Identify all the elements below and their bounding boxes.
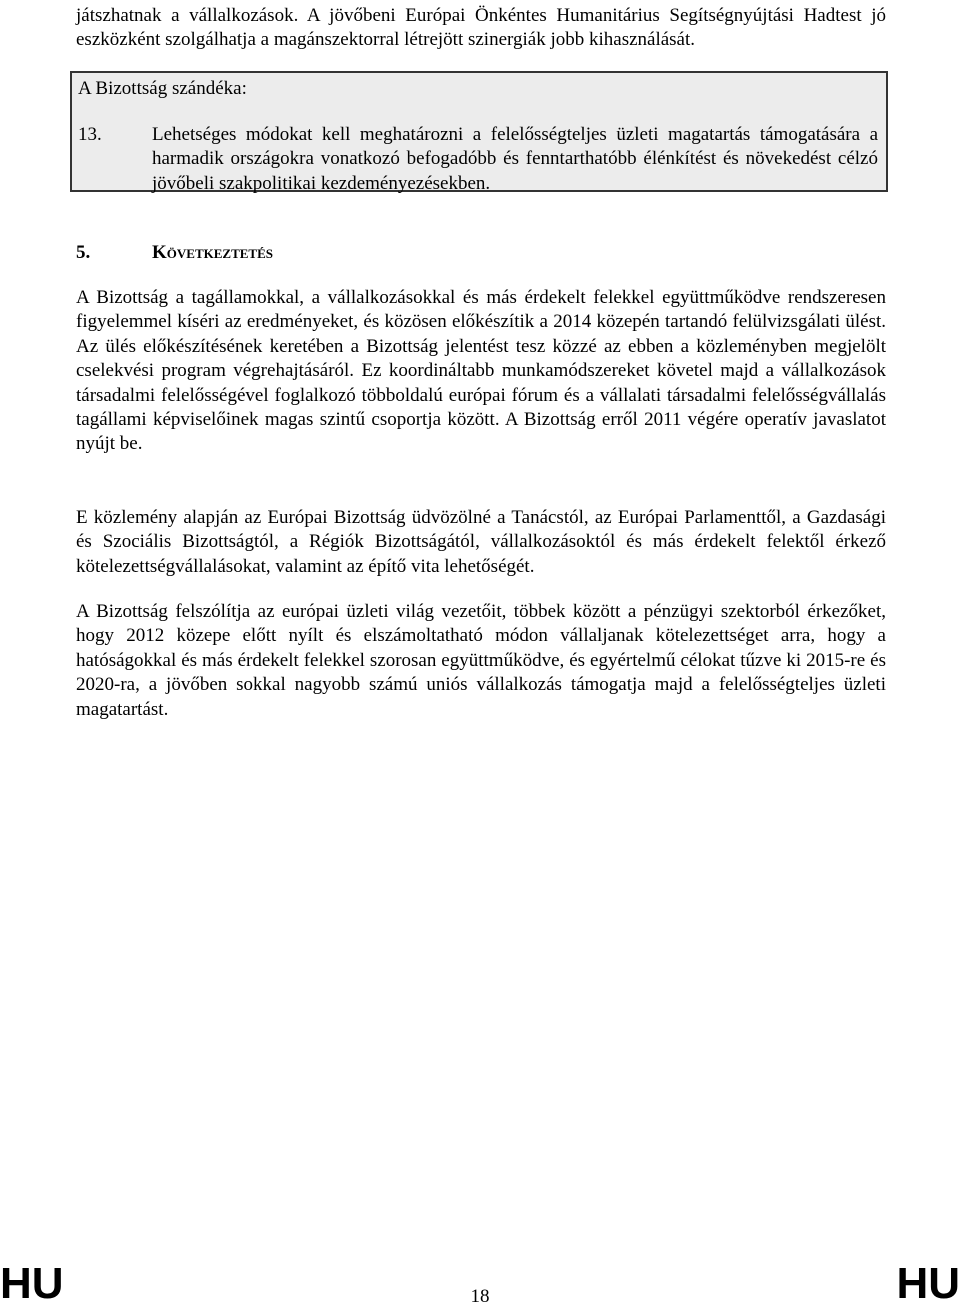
box-item-text: Lehetséges módokat kell meghatározni a felelősségteljes üzleti magatartás támogatására a harmadik országokra vonatkozó befogadóbb és fenntarthatóbb élénkítést és növekedést célzó jövőbeli szakpolitikai kezdeményezésekben. bbox=[152, 124, 878, 194]
paragraph-1: A Bizottság a tagállamokkal, a vállalkozásokkal és más érdekelt felekkel együttműködve rendszeresen figyelemmel kíséri az eredményeket, és közösen előkészítik a 2014 közepén tartandó felülvizsgálati ülést. Az ülés előkészítésének keretében a Bizottság jelentést tesz közzé az ebben a közleményben megjelölt cselekvési program végrehajtásáról. Ez koordináltabb munkamódszereket követel majd a vállalkozások társadalmi felelősségével foglalkozó többoldalú európai fórum és a vállalati társadalmi felelősségvállalás tagállami képviselőinek magas szintű csoportja között. A Bizottság erről 2011 végére operatív javaslatot nyújt be. bbox=[76, 287, 886, 455]
section-title: Következtetés bbox=[152, 242, 273, 263]
intro-paragraph: játszhatnak a vállalkozások. A jövőbeni Európai Önkéntes Humanitárius Segítségnyújtási Hadtest jó eszközként szolgálhatja a magánszektorral létrejött szinergiák jobb kihasználását. bbox=[76, 5, 886, 51]
section-number: 5. bbox=[76, 242, 91, 263]
paragraph-2: E közlemény alapján az Európai Bizottság üdvözölné a Tanácstól, az Európai Parlamenttől, a Gazdasági és Szociális Bizottságtól, a Régiók Bizottságától, vállalkozásoktól és más érdekelt felektől érkező kötelezettségvállalásokat, valamint az építő vita lehetőségét. bbox=[76, 507, 886, 577]
footer-language-right: HU bbox=[896, 1259, 960, 1308]
section-heading bbox=[76, 241, 273, 265]
box-label: A Bizottság szándéka: bbox=[78, 78, 247, 99]
paragraph-3: A Bizottság felszólítja az európai üzleti világ vezetőit, többek között a pénzügyi szektorból érkezőket, hogy 2012 közepe előtt nyílt és elszámoltatható módon vállaljanak kötelezettséget arra, hogy a hatóságokkal és más érdekelt felekkel szorosan együttműködve, és egyértelmű célokat tűzve ki 2015-re és 2020-ra, a jövőben sokkal nagyobb számú uniós vállalkozás támogatja majd a felelősségteljes üzleti magatartást. bbox=[76, 601, 886, 720]
box-item-number: 13. bbox=[78, 124, 102, 145]
footer-language-left: HU bbox=[0, 1259, 64, 1308]
commission-intention-box bbox=[70, 71, 888, 192]
page-number: 18 bbox=[470, 1286, 490, 1307]
